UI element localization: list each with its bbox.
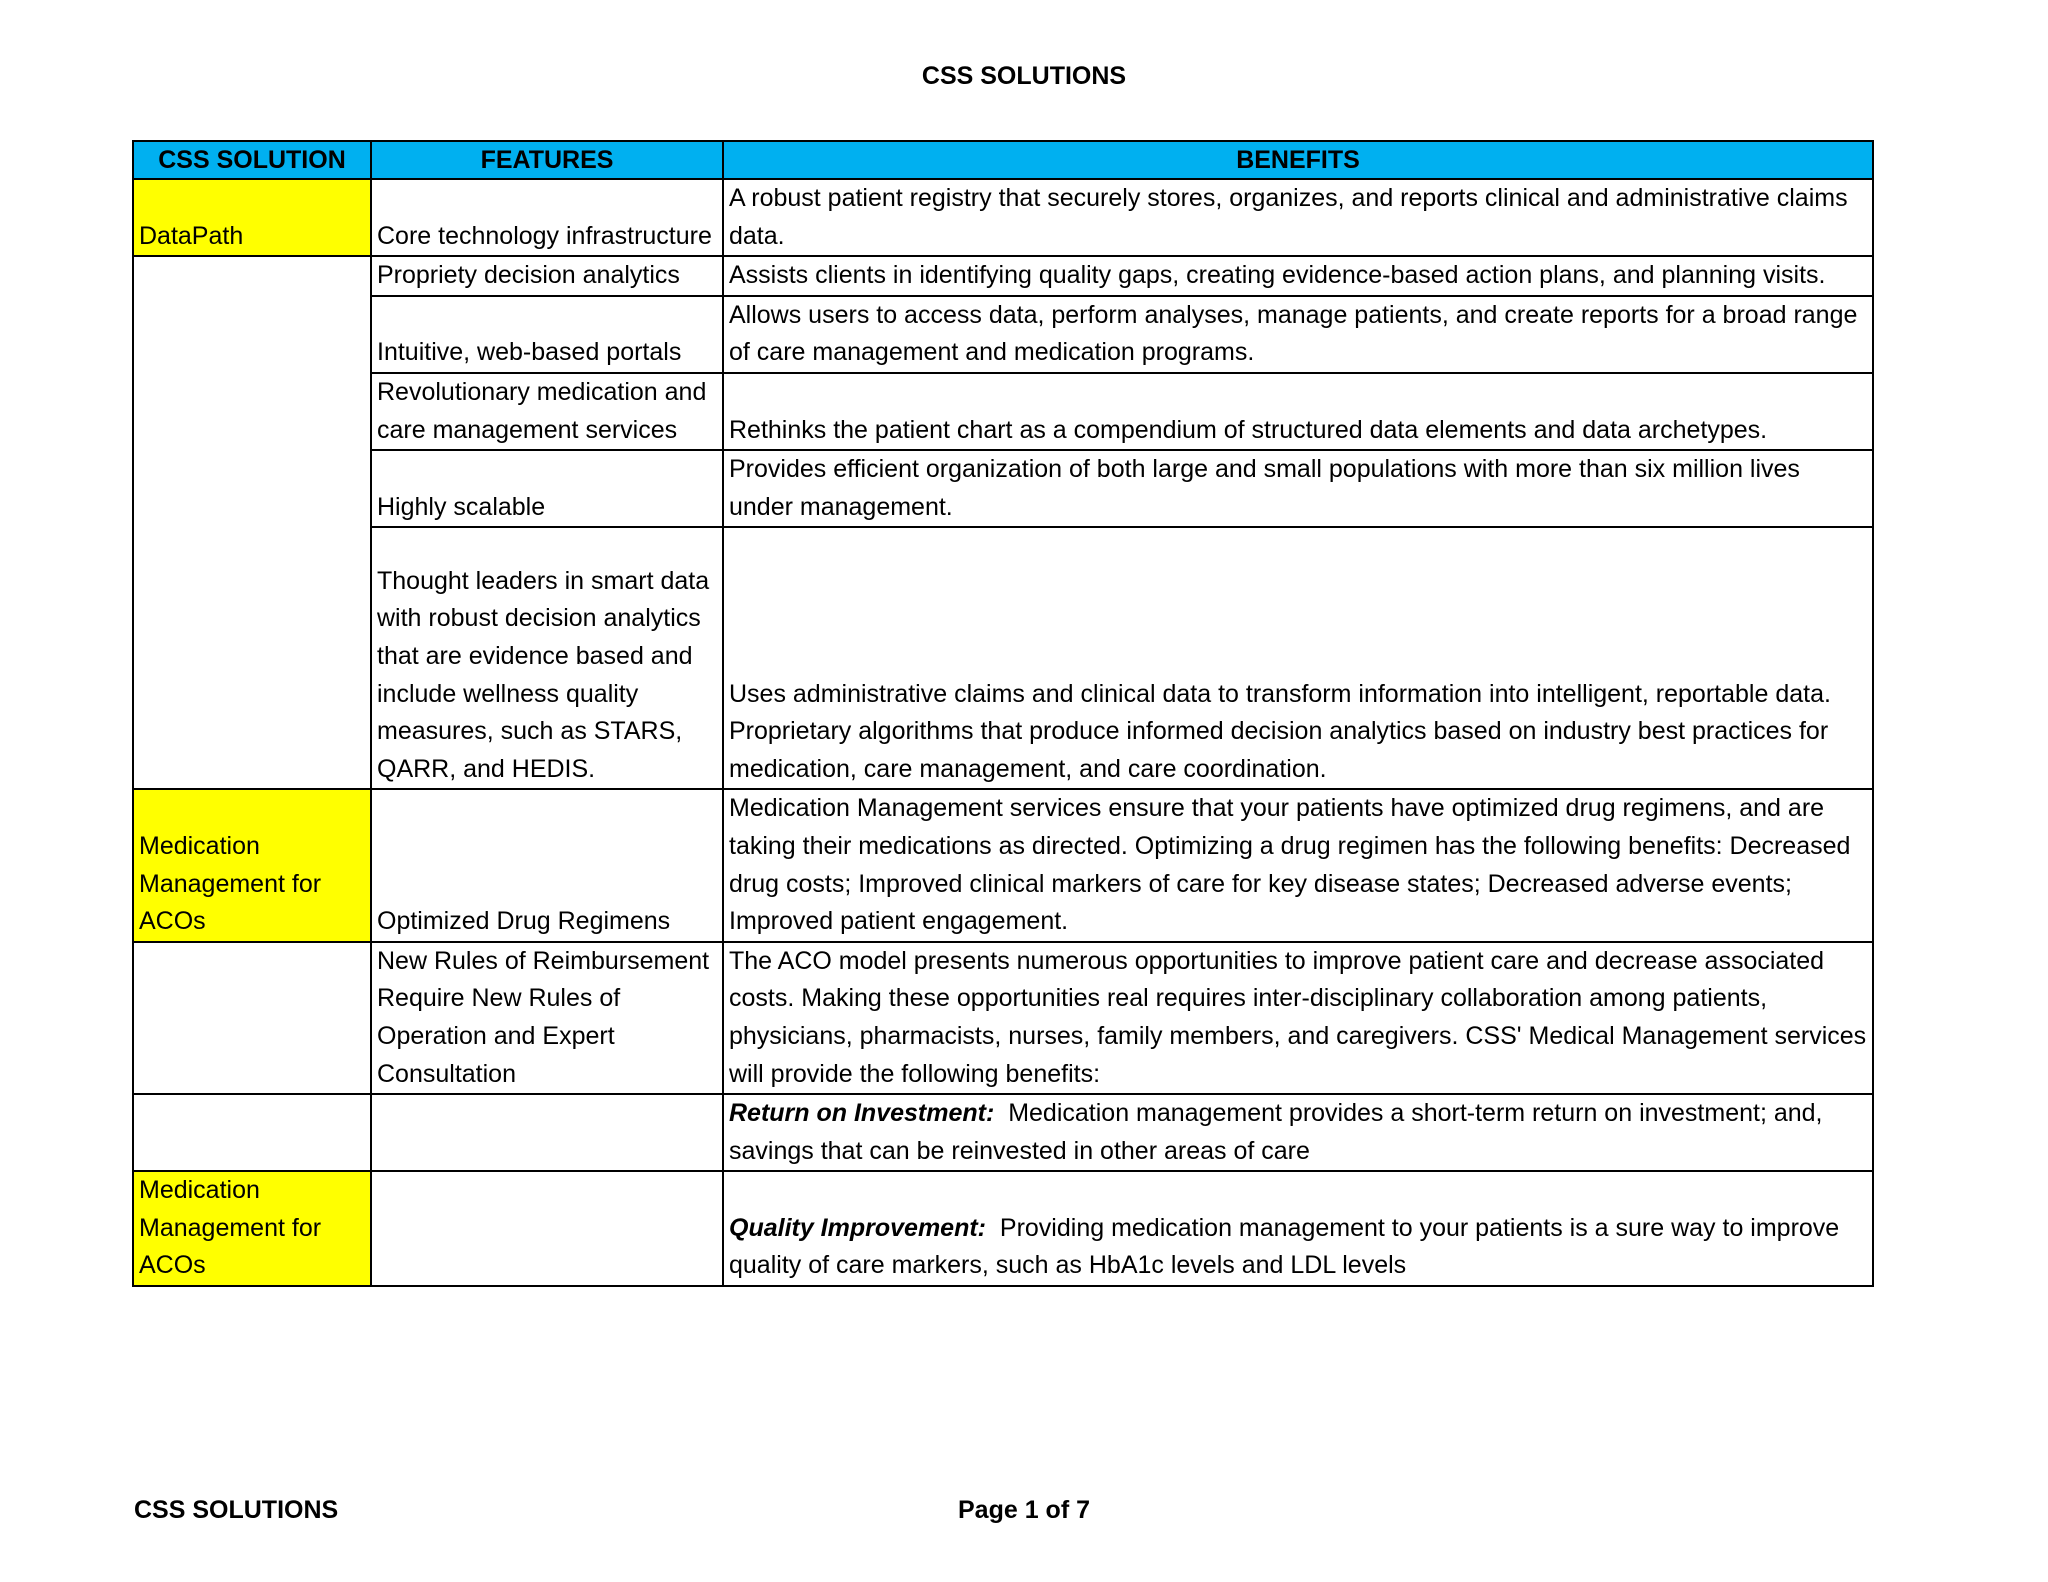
solution-cell <box>133 942 371 1094</box>
feature-cell: Core technology infrastructure <box>371 179 723 256</box>
solution-cell <box>133 296 371 373</box>
table-row <box>133 373 1873 450</box>
solution-cell: Medication Management for ACOs <box>133 1171 371 1286</box>
feature-cell: Optimized Drug Regimens <box>371 789 723 941</box>
benefit-cell: A robust patient registry that securely stores, organizes, and reports clinical and administrative claims data. <box>723 179 1873 256</box>
header-features: FEATURES <box>371 141 723 179</box>
table-row <box>133 256 1873 296</box>
benefit-cell: The ACO model presents numerous opportunities to improve patient care and decrease associated costs. Making these opportunities real requires inter-disciplinary collaboration among patients, physicians, pharmacists, nurses, family members, and caregivers. CSS' Medical Management services will provide the following benefits: <box>723 942 1873 1094</box>
benefit-text: Providing medication management to your patients is a sure way to improve quality of care markers, such as HbA1c levels and LDL levels <box>729 1213 1840 1280</box>
solution-cell <box>133 527 371 789</box>
feature-cell: Revolutionary medication and care management services <box>371 373 723 450</box>
table-row <box>133 296 1873 373</box>
solution-cell <box>133 373 371 450</box>
feature-cell: Propriety decision analytics <box>371 256 723 296</box>
solution-cell <box>133 1094 371 1171</box>
solution-cell: DataPath <box>133 179 371 256</box>
feature-cell: Intuitive, web-based portals <box>371 296 723 373</box>
header-solution: CSS SOLUTION <box>133 141 371 179</box>
table-header-row <box>133 141 1873 179</box>
table-row <box>133 789 1873 941</box>
solution-cell <box>133 256 371 296</box>
benefit-cell: Rethinks the patient chart as a compendium of structured data elements and data archetypes. <box>723 373 1873 450</box>
benefit-label: Quality Improvement: <box>729 1213 986 1242</box>
table-row <box>133 1094 1873 1171</box>
feature-cell: New Rules of Reimbursement Require New Rules of Operation and Expert Consultation <box>371 942 723 1094</box>
benefit-cell <box>723 1094 1873 1171</box>
benefit-cell: Assists clients in identifying quality gaps, creating evidence-based action plans, and planning visits. <box>723 256 1873 296</box>
benefit-cell: Allows users to access data, perform analyses, manage patients, and create reports for a broad range of care management and medication programs. <box>723 296 1873 373</box>
page-number: Page 1 of 7 <box>958 1496 1090 1524</box>
header-benefits: BENEFITS <box>723 141 1873 179</box>
feature-cell: Highly scalable <box>371 450 723 527</box>
table-row <box>133 527 1873 789</box>
benefit-text: Medication management provides a short-term return on investment; and, savings that can be reinvested in other areas of care <box>729 1099 1823 1165</box>
benefit-label: Return on Investment: <box>729 1099 995 1128</box>
table-row <box>133 1171 1873 1286</box>
solution-cell: Medication Management for ACOs <box>133 789 371 941</box>
feature-cell: Thought leaders in smart data with robust decision analytics that are evidence based and include wellness quality measures, such as STARS, QARR, and HEDIS. <box>371 527 723 789</box>
table-row <box>133 942 1873 1094</box>
benefit-cell <box>723 1171 1873 1286</box>
benefit-cell: Medication Management services ensure that your patients have optimized drug regimens, and are taking their medications as directed. Optimizing a drug regimen has the following benefits: Decreased drug costs; Improved clinical markers of care for key disease states; Decreased adverse events; Improved patient engagement. <box>723 789 1873 941</box>
solutions-table <box>132 140 1874 1287</box>
benefit-cell: Uses administrative claims and clinical data to transform information into intelligent, reportable data. Proprietary algorithms that produce informed decision analytics based on industry best practices for medication, care management, and care coordination. <box>723 527 1873 789</box>
footer-title: CSS SOLUTIONS <box>134 1496 339 1524</box>
table-row <box>133 450 1873 527</box>
benefit-cell: Provides efficient organization of both large and small populations with more than six million lives under management. <box>723 450 1873 527</box>
page-title: CSS SOLUTIONS <box>921 62 1127 90</box>
solution-cell <box>133 450 371 527</box>
feature-cell <box>371 1094 723 1171</box>
feature-cell <box>371 1171 723 1286</box>
table-row <box>133 179 1873 256</box>
